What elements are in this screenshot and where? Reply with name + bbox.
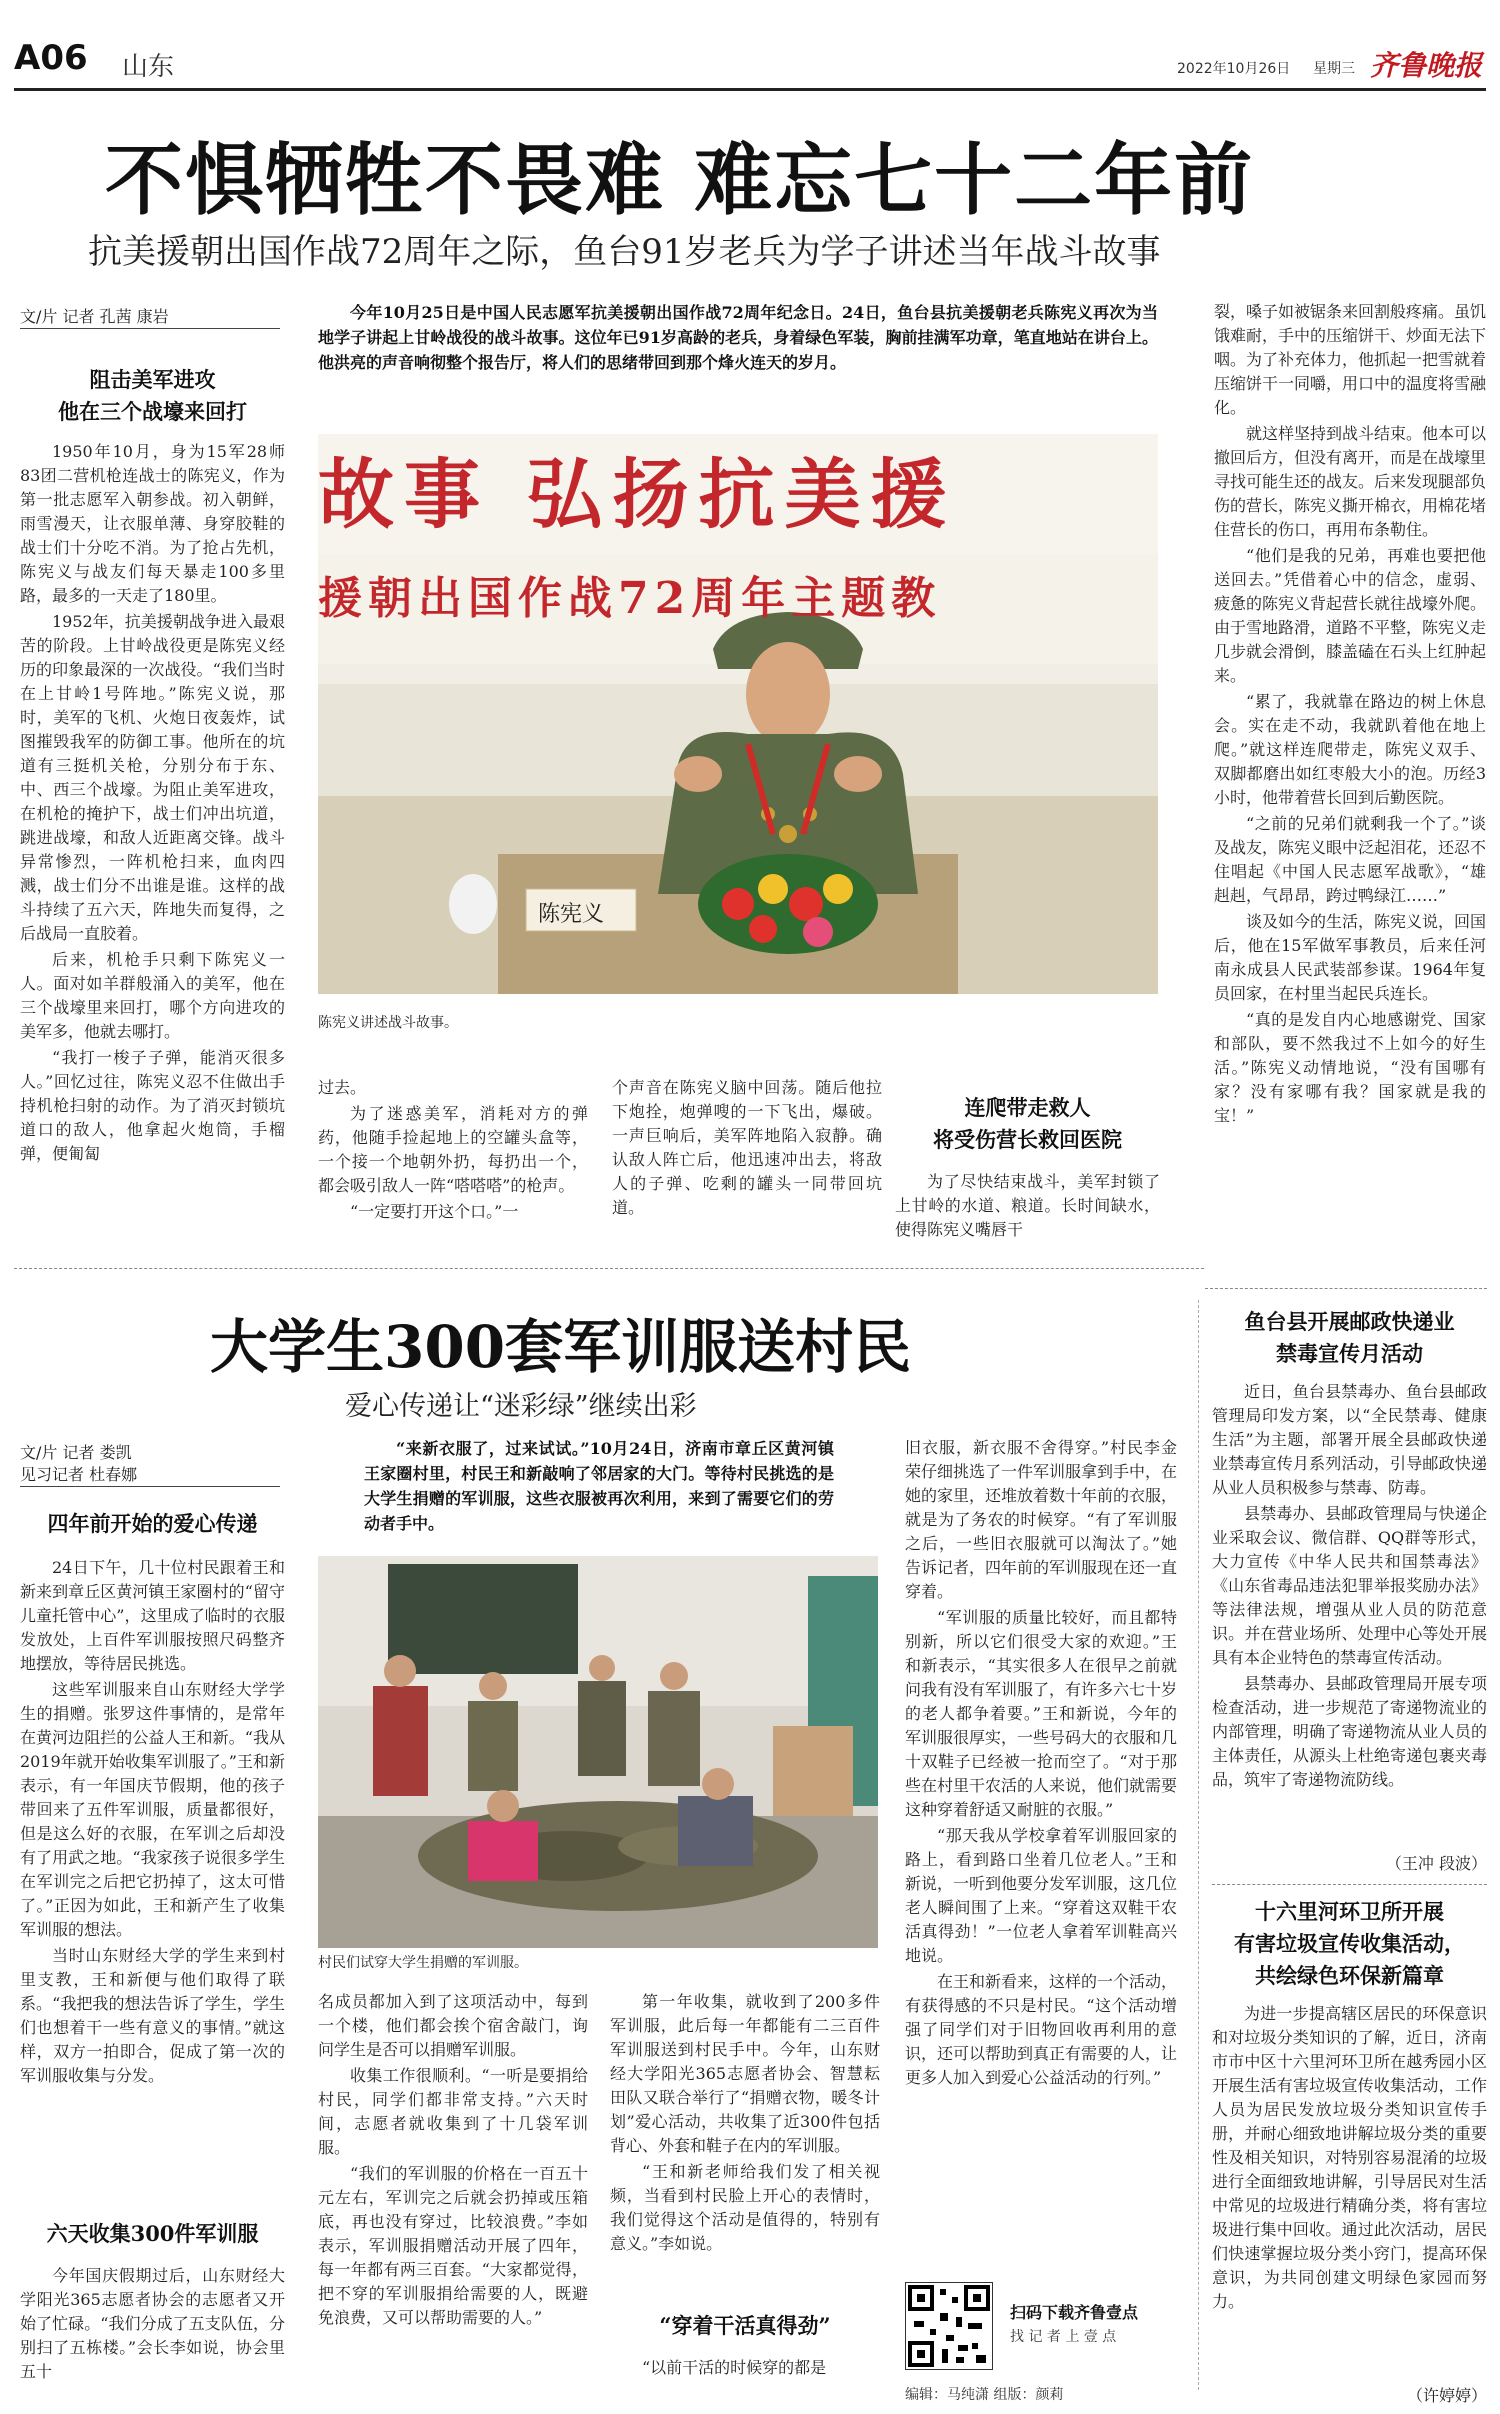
story1-subhead-1: 阻击美军进攻 他在三个战壕来回打 [58, 367, 247, 424]
byline-rule [20, 328, 280, 329]
story2-subhead-1: 四年前开始的爱心传递 [47, 1511, 258, 1536]
paragraph: 1950年10月，身为15军28师83团二营机枪连战士的陈宪义，作为第一批志愿军入朝参战。初入朝鲜，雨雪漫天，让衣服单薄、身穿胶鞋的战士们十分吃不消。为了抢占先机，陈宪义与战友们每天暴走100多里路，最多的一天走了180里。 [20, 442, 285, 605]
story2-byline-reporter: 文/片 记者 娄凯 [20, 1443, 132, 1462]
paragraph: 裂，嗓子如被锯条来回割般疼痛。虽饥饿难耐，手中的压缩饼干、炒面无法下咽。为了补充体力，他抓起一把雪就着压缩饼干一同嚼，用口中的温度将雪融化。 [1214, 302, 1486, 417]
brief1-body [1212, 1380, 1487, 1850]
brief1-headline: 鱼台县开展邮政快递业 禁毒宣传月活动 [1244, 1309, 1455, 1366]
paragraph: “真的是发自内心地感谢党、国家和部队，要不然我过不上如今的好生活。”陈宪义动情地说，“没有国哪有家？没有家哪有我？国家就是我的宝！” [1214, 1010, 1486, 1125]
paragraph: “之前的兄弟们就剩我一个了。”谈及战友，陈宪义眼中泛起泪花，还忍不住唱起《中国人民志愿军战歌》，“雄赳赳，气昂昂，跨过鸭绿江……” [1214, 814, 1486, 905]
newspaper-logo: 齐鲁晚报 [1370, 49, 1483, 82]
story1-lead: 今年10月25日是中国人民志愿军抗美援朝出国作战72周年纪念日。24日，鱼台县抗美援朝老兵陈宪义再次为当地学子讲起上甘岭战役的战斗故事。这位年已91岁高龄的老兵，身着绿色军装，胸前挂满军功章，笔直地站在讲台上。他洪亮的声音响彻整个报告厅，将人们的思绪带回到那个烽火连天的岁月。 [318, 303, 1158, 372]
brief2-body [1212, 2002, 1487, 2382]
flower-bouquet [698, 854, 878, 954]
paragraph: 旧衣服，新衣服不舍得穿。”村民李金荣仔细挑选了一件军训服拿到手中，在她的家里，还堆放着数十年前的衣服，就是为了务农的时候穿。“有了军训服之后，一些旧衣服就可以淘汰了。”她告诉记者，四年前的军训服现在还一直穿着。 [905, 1438, 1177, 1601]
paragraph: “军训服的质量比较好，而且都特别新，所以它们很受大家的欢迎。”王和新表示，“其实很多人在很早之前就问我有没有军训服了，有许多六七十岁的老人都争着要。”王和新说，今年的军训服很厚实，一些号码大的衣服和几十双鞋子已经被一抢而空了。“对于那些在村里干农活的人来说，他们就需要这种穿着舒适又耐脏的衣服。” [905, 1608, 1177, 1819]
story2-photo-caption: 村民们试穿大学生捐赠的军训服。 [318, 1955, 528, 1971]
brief-separator [1212, 1884, 1487, 1886]
story2-subhead-3: “穿着干活真得劲” [659, 2313, 831, 2338]
paragraph: “以前干活的时候穿的都是 [642, 2358, 827, 2377]
story1-subheadline: 抗美援朝出国作战72周年之际，鱼台91岁老兵为学子讲述当年战斗故事 [88, 232, 1161, 272]
story1-column-1 [20, 440, 285, 1280]
paragraph: 这些军训服来自山东财经大学学生的捐赠。张罗这件事情的，是常年在黄河边阻拦的公益人王和新。“我从2019年就开始收集军训服了。”王和新表示，有一年国庆节假期，他的孩子带回来了五件军训服，质量都很好，但是这么好的衣服，在军训之后却没有了用武之地。“我家孩子说很多学生在军训完之后把它扔掉了，这太可惜了。”正因为如此，王和新产生了收集军训服的想法。 [20, 1680, 285, 1939]
story1-byline: 文/片 记者 孔茜 康岩 [20, 307, 169, 326]
paragraph: 收集工作很顺利。“一听是要捐给村民，同学们都非常支持。”六天时间，志愿者就收集到了十几袋军训服。 [318, 2066, 588, 2157]
paragraph: “我们的军训服的价格在一百五十元左右，军训完之后就会扔掉或压箱底，再也没有穿过，比较浪费。”李如表示，军训服捐赠活动开展了四年，每一年都有两三百套。“大家都觉得，把不穿的军训服捐给需要的人，既避免浪费，又可以帮助需要的人。” [318, 2164, 588, 2327]
story2-photo [318, 1556, 878, 1948]
paragraph: 个声音在陈宪义脑中回荡。随后他拉下炮拴，炮弹嗖的一下飞出，爆破。一声巨响后，美军阵地陷入寂静。确认敌人阵亡后，他迅速冲出去，将敌人的子弹、吃剩的罐头一同带回坑道。 [612, 1078, 882, 1217]
paragraph: 为进一步提高辖区居民的环保意识和对垃圾分类知识的了解，近日，济南市市中区十六里河环卫所在越秀园小区开展生活有害垃圾宣传收集活动，工作人员为居民发放垃圾分类知识宣传手册，并耐心细致地讲解垃圾分类的重要性及相关知识，对特别容易混淆的垃圾进行全面细致地讲解，引导居民对生活中常见的垃圾进行精确分类，将有害垃圾进行集中回收。通过此次活动，居民们快速掌握垃圾分类小窍门，提高环保意识，为共同创建文明绿色家园而努力。 [1212, 2004, 1487, 2311]
paragraph: “一定要打开这个口。”一 [350, 1202, 519, 1221]
photo-banner-top: 故事 弘扬抗美援 [318, 450, 957, 539]
story2-subheadline: 爱心传递让“迷彩绿”继续出彩 [345, 1391, 697, 1422]
paragraph: “王和新老师给我们发了相关视频，当看到村民脸上开心的表情时，我们觉得这个活动是值得的，特别有意义。”李如说。 [610, 2162, 880, 2253]
paragraph: 县禁毒办、县邮政管理局开展专项检查活动，进一步规范了寄递物流业的内部管理，明确了寄递物流从业人员的主体责任，从源头上杜绝寄递包裹夹毒品，筑牢了寄递物流防线。 [1212, 1674, 1487, 1789]
header-rule [14, 88, 1486, 91]
paragraph: “我打一梭子子弹，能消灭很多人。”回忆过往，陈宪义忍不住做出手持机枪扫射的动作。为了消灭封锁坑道口的敌人，他拿起火炮筒，手榴弹，便匍匐 [20, 1048, 285, 1163]
story1-column-2 [318, 1076, 588, 1246]
story2-column-3b [610, 2356, 880, 2386]
paragraph: 第一年收集，就收到了200多件军训服，此后每一年都能有二三百件军训服送到村民手中。今年，山东财经大学阳光365志愿者协会、智慧耘田队又联合举行了“捐赠衣物，暖冬计划”爱心活动，共收集了近300件包括背心、外套和鞋子在内的军训服。 [610, 1992, 880, 2155]
paragraph: 在王和新看来，这样的一个活动，有获得感的不只是村民。“这个活动增强了同学们对于旧物回收再利用的意识，还可以帮助到真正有需要的人，让更多人加入到爱心公益活动的行列。” [905, 1972, 1177, 2087]
story1-column-3 [612, 1076, 882, 1246]
paragraph: 1952年，抗美援朝战争进入最艰苦的阶段。上甘岭战役更是陈宪义经历的印象最深的一次战役。“我们当时在上甘岭1号阵地。”陈宪义说，那时，美军的飞机、火炮日夜轰炸，试图摧毁我军的防御工事。他所在的坑道有三挺机关枪，分别分布于东、中、西三个战壕。为阻止美军进攻，在机枪的掩护下，战士们冲出坑道，跳进战壕，和敌人近距离交锋。战斗异常惨烈，一阵机枪扫来，血肉四溅，战士们分不出谁是谁。这样的战斗持续了五六天，阵地失而复得，之后战局一直胶着。 [20, 612, 285, 943]
story2-byline-trainee: 见习记者 杜春娜 [20, 1465, 138, 1484]
story2-subhead-2: 六天收集300件军训服 [46, 2221, 259, 2246]
story1-photo-caption: 陈宪义讲述战斗故事。 [318, 1015, 458, 1031]
section-name: 山东 [122, 52, 175, 82]
story2-column-4 [905, 1436, 1177, 2276]
paragraph: “累了，我就靠在路边的树上休息会。实在走不动，我就趴着他在地上爬。”就这样连爬带走，陈宪义双手、双脚都磨出如红枣般大小的泡。历经3小时，他带着营长回到后勤医院。 [1214, 692, 1486, 807]
story1-photo [318, 434, 1158, 994]
paragraph: 后来，机枪手只剩下陈宪义一人。面对如羊群般涌入的美军，他在三个战壕里来回打，哪个方向进攻的美军多，他就去哪打。 [20, 950, 285, 1041]
issue-date: 2022年10月26日 [1177, 61, 1291, 77]
story2-column-2 [318, 1990, 588, 2390]
qr-label: 扫码下载齐鲁壹点 [1010, 2303, 1139, 2322]
paragraph: “他们是我的兄弟，再难也要把他送回去。”凭借着心中的信念，虚弱、疲惫的陈宪义背起营长就往战壕外爬。由于雪地路滑，道路不平整，陈宪义走几步就会滑倒，膝盖磕在石头上红肿起来。 [1214, 546, 1486, 685]
issue-weekday: 星期三 [1313, 61, 1355, 77]
story2-column-1 [20, 1556, 285, 2156]
paragraph: 为了尽快结束战斗，美军封锁了上甘岭的水道、粮道。长时间缺水，使得陈宪义嘴唇干 [895, 1172, 1160, 1239]
paragraph: 为了迷惑美军，消耗对方的弹药，他随手捡起地上的空罐头盒等，一个接一个地朝外扔，每扔出一个，都会吸引敌人一阵“嗒嗒嗒”的枪声。 [318, 1104, 588, 1195]
story1-column-4 [895, 1170, 1160, 1248]
story2-lead: “来新衣服了，过来试试。”10月24日，济南市章丘区黄河镇王家圈村里，村民王和新敲响了邻居家的大门。等待村民挑选的是大学生捐赠的军训服，这些衣服被再次利用，来到了需要它们的劳动者手中。 [364, 1439, 834, 1533]
story1-headline: 不惧牺牲不畏难 难忘七十二年前 [105, 135, 1255, 226]
paragraph: 就这样坚持到战斗结束。他本可以撤回后方，但没有离开，而是在战壕里寻找可能生还的战友。后来发现腿部负伤的营长，陈宪义撕开棉衣，用棉花堵住营长的伤口，再用布条勒住。 [1214, 424, 1486, 539]
sidebar-vertical-rule [1198, 1300, 1200, 2390]
paragraph: 谈及如今的生活，陈宪义说，回国后，他在15军做军事教员，后来任河南永成县人民武装部参谋。1964年复员回家，在村里当起民兵连长。 [1214, 912, 1486, 1003]
paragraph: 近日，鱼台县禁毒办、鱼台县邮政管理局印发方案，以“全民禁毒、健康生活”为主题，部署开展全县邮政快递业禁毒宣传月系列活动，引导邮政快递从业人员积极参与禁毒、防毒。 [1212, 1382, 1487, 1497]
qr-sublabel: 找 记 者 上 壹 点 [1010, 2329, 1117, 2345]
paragraph: 县禁毒办、县邮政管理局与快递企业采取会议、微信群、QQ群等形式，大力宣传《中华人民共和国禁毒法》《山东省毒品违法犯罪举报奖励办法》等法律法规，增强从业人员的防范意识。并在营业场所、处理中心等处开展具有本企业特色的禁毒宣传活动。 [1212, 1504, 1487, 1667]
brief1-signature: （王冲 段波） [1385, 1854, 1487, 1873]
story-separator [14, 1268, 1204, 1270]
page-number: A06 [14, 38, 88, 78]
photo-banner-bottom: 援朝出国作战72周年主题教 [318, 573, 942, 624]
story1-column-5 [1214, 300, 1486, 1300]
paragraph: “那天我从学校拿着军训服回家的路上，看到路口坐着几位老人。”王和新说，一听到他要分发军训服，这几位老人瞬间围了上来。“穿着这双鞋干农活真得劲！”一位老人拿着军训鞋高兴地说。 [905, 1826, 1177, 1965]
paragraph: 24日下午，几十位村民跟着王和新来到章丘区黄河镇王家圈村的“留守儿童托管中心”，这里成了临时的衣服发放处，上百件军训服按照尺码整齐地摆放，等待居民挑选。 [20, 1558, 285, 1673]
paragraph: 当时山东财经大学的学生来到村里支教，王和新便与他们取得了联系。“我把我的想法告诉了学生，学生们也想着干一些有意义的事情。”就这样，双方一拍即合，促成了第一次的军训服收集与分发。 [20, 1946, 285, 2085]
editor-credit: 编辑：马纯潇 组版：颜莉 [905, 2387, 1064, 2403]
story2-headline: 大学生300套军训服送村民 [210, 1313, 912, 1381]
qr-code[interactable] [905, 2282, 993, 2370]
villagers-clothes-photo [318, 1556, 878, 1948]
brief2-signature: （许婷婷） [1406, 2386, 1487, 2405]
story2-column-3 [610, 1990, 880, 2300]
brief2-headline: 十六里河环卫所开展 有害垃圾宣传收集活动， 共绘绿色环保新篇章 [1234, 1899, 1465, 1988]
byline-rule [20, 1486, 280, 1487]
paragraph: 名成员都加入到了这项活动中，每到一个楼，他们都会挨个宿舍敲门，询问学生是否可以捐赠军训服。 [318, 1992, 588, 2059]
sidebar-separator [1205, 1288, 1487, 1290]
paragraph: 今年国庆假期过后，山东财经大学阳光365志愿者协会的志愿者又开始了忙碌。“我们分成了五支队伍，分别扫了五栋楼。”会长李如说，协会里五十 [20, 2266, 285, 2381]
story1-subhead-2: 连爬带走救人 将受伤营长救回医院 [933, 1095, 1122, 1152]
photo-nameplate: 陈宪义 [538, 902, 605, 927]
qr-code-icon [906, 2283, 992, 2369]
paragraph: 过去。 [318, 1078, 367, 1097]
story2-column-1b [20, 2264, 285, 2388]
